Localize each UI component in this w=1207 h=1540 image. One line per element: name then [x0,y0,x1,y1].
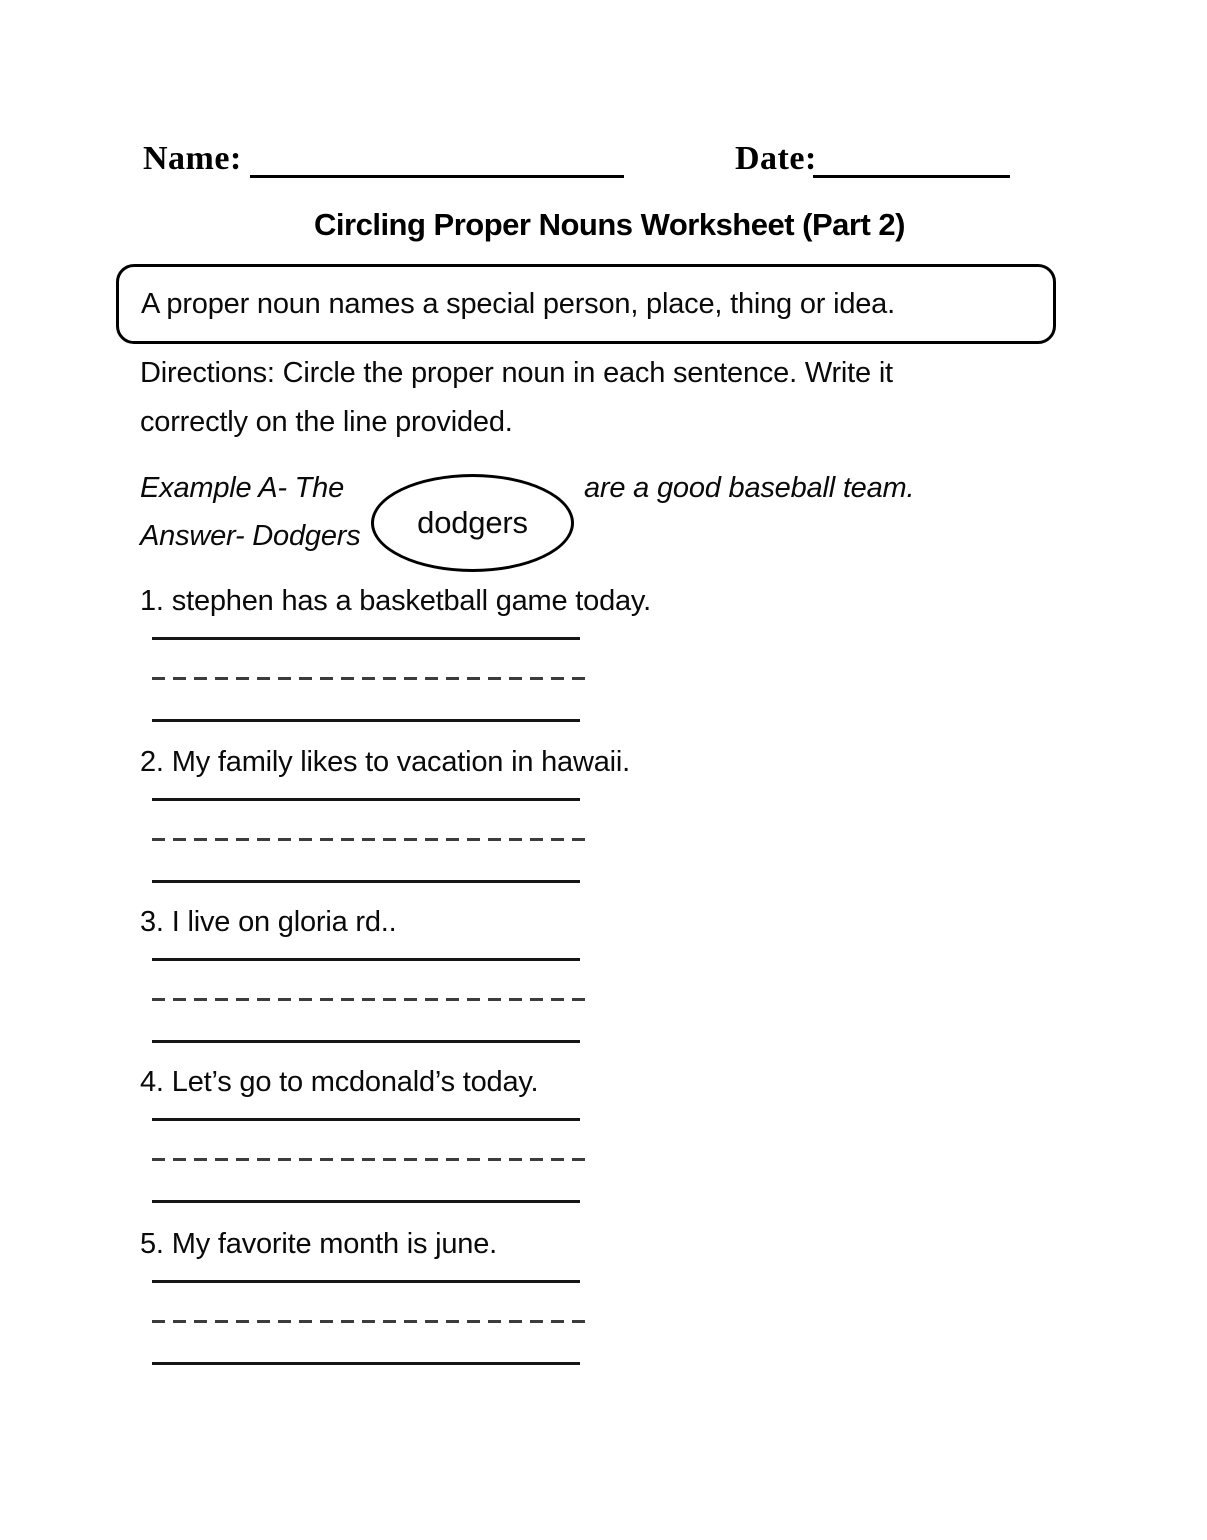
question-number: 4. [140,1066,164,1098]
example-block [140,464,1080,560]
example-suffix: are a good baseball team. [584,472,915,504]
question-number: 3. [140,906,164,938]
definition-text: A proper noun names a special person, place, thing or idea. [141,287,895,320]
question-text [140,906,1090,939]
question-number: 1. [140,585,164,617]
example-prefix: Example A- The [140,472,345,504]
date-label: Date: [735,140,817,177]
question-text [140,746,1090,779]
circled-word: dodgers [417,505,528,540]
example-answer-line: Answer- Dodgers [140,520,361,552]
answer-line-top[interactable] [152,958,580,961]
question-number: 5. [140,1228,164,1260]
question-4 [140,1066,1090,1226]
answer-line-top[interactable] [152,1118,580,1121]
directions-line-1: Directions: Circle the proper noun in each sentence. Write it [140,357,893,389]
answer-line-bottom[interactable] [152,1040,580,1043]
directions-line-2: correctly on the line provided. [140,406,513,438]
answer-line-top[interactable] [152,1280,580,1283]
answer-line-middle[interactable] [152,838,586,841]
answer-line-middle[interactable] [152,677,586,680]
answer-line-middle[interactable] [152,998,586,1001]
question-sentence: My favorite month is june. [171,1228,498,1260]
answer-line-top[interactable] [152,637,580,640]
question-sentence: stephen has a basketball game today. [171,585,651,617]
question-2 [140,746,1090,906]
answer-line-bottom[interactable] [152,880,580,883]
directions [140,349,893,447]
name-label: Name: [143,140,242,177]
answer-line-bottom[interactable] [152,1200,580,1203]
name-blank-line[interactable] [250,175,624,178]
question-text [140,1066,1090,1099]
definition-box [116,264,1056,344]
answer-line-bottom[interactable] [152,1362,580,1365]
answer-line-bottom[interactable] [152,719,580,722]
question-5 [140,1228,1090,1388]
question-sentence: I live on gloria rd.. [171,906,397,938]
question-sentence: My family likes to vacation in hawaii. [171,746,630,778]
page-title: Circling Proper Nouns Worksheet (Part 2) [314,207,905,242]
question-1 [140,585,1090,745]
question-3 [140,906,1090,1066]
question-sentence: Let’s go to mcdonald’s today. [171,1066,539,1098]
question-text [140,1228,1090,1261]
answer-line-middle[interactable] [152,1158,586,1161]
question-text [140,585,1090,618]
answer-line-middle[interactable] [152,1320,586,1323]
date-blank-line[interactable] [813,175,1010,178]
example-line-1 [140,464,1080,512]
circled-answer-ellipse [371,474,574,572]
answer-line-top[interactable] [152,798,580,801]
question-number: 2. [140,746,164,778]
